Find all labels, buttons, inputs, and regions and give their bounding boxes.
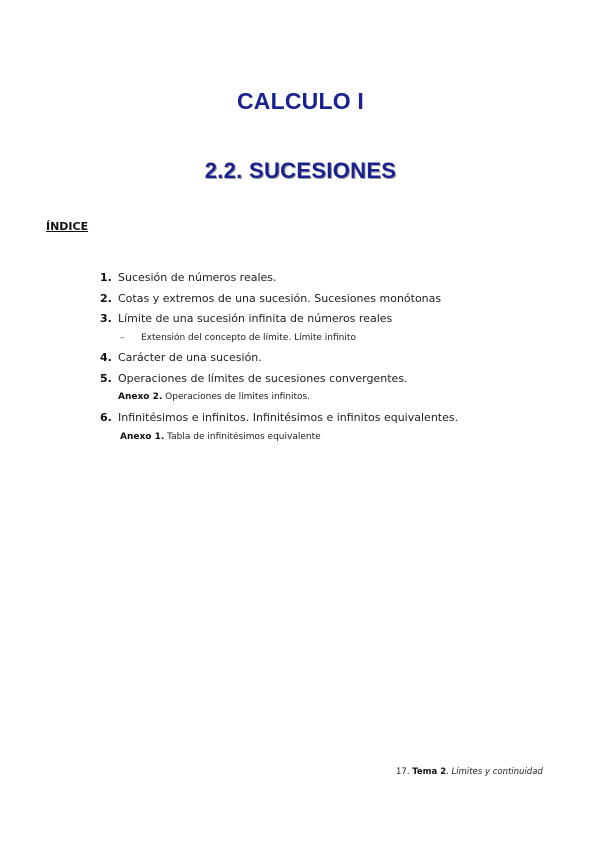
- toc-item-text: Sucesión de números reales.: [118, 271, 277, 284]
- toc-item: [100, 271, 277, 285]
- toc-item-number: 5.: [100, 372, 112, 385]
- annex-label: Anexo 2.: [118, 392, 163, 402]
- page-footer: [396, 767, 543, 777]
- page-number: 17.: [396, 767, 410, 777]
- toc-item: [100, 351, 262, 365]
- footer-topic-title: Límites y continuidad: [451, 767, 543, 777]
- toc-item-text: Cotas y extremos de una sucesión. Sucesiones monótonas: [118, 292, 442, 305]
- toc-subitem: [120, 332, 356, 344]
- toc-item-number: 1.: [100, 271, 112, 284]
- toc-item-text: Operaciones de límites de sucesiones convergentes.: [118, 372, 408, 385]
- toc-item-text: Infinitésimos e infinitos. Infinitésimos e infinitos equivalentes.: [118, 411, 459, 424]
- toc-item: [100, 312, 392, 326]
- toc-item-number: 2.: [100, 292, 112, 305]
- toc-item: [100, 411, 458, 425]
- toc-annex: [118, 391, 310, 403]
- toc-item-text: Carácter de una sucesión.: [118, 351, 262, 364]
- footer-separator: .: [446, 767, 449, 777]
- page-title: CALCULO I: [236, 88, 364, 114]
- toc-item-text: Límite de una sucesión infinita de números reales: [118, 312, 393, 325]
- toc-subitem-text: Extensión del concepto de límite. Límite infinito: [141, 333, 356, 343]
- toc-item-number: 3.: [100, 312, 112, 325]
- toc-annex: [120, 431, 321, 443]
- annex-text: Operaciones de límites infinitos.: [165, 392, 311, 402]
- toc-item: [100, 372, 408, 386]
- index-heading: ÍNDICE: [46, 220, 89, 233]
- toc-item: [100, 292, 441, 306]
- section-title: 2.2. SUCESIONES: [204, 158, 397, 183]
- annex-text: Tabla de infinitésimos equivalente: [167, 432, 321, 442]
- dash-bullet: –: [120, 333, 125, 343]
- toc-item-number: 4.: [100, 351, 112, 364]
- annex-label: Anexo 1.: [120, 432, 165, 442]
- footer-topic-label: Tema 2: [412, 767, 447, 777]
- toc-item-number: 6.: [100, 411, 112, 424]
